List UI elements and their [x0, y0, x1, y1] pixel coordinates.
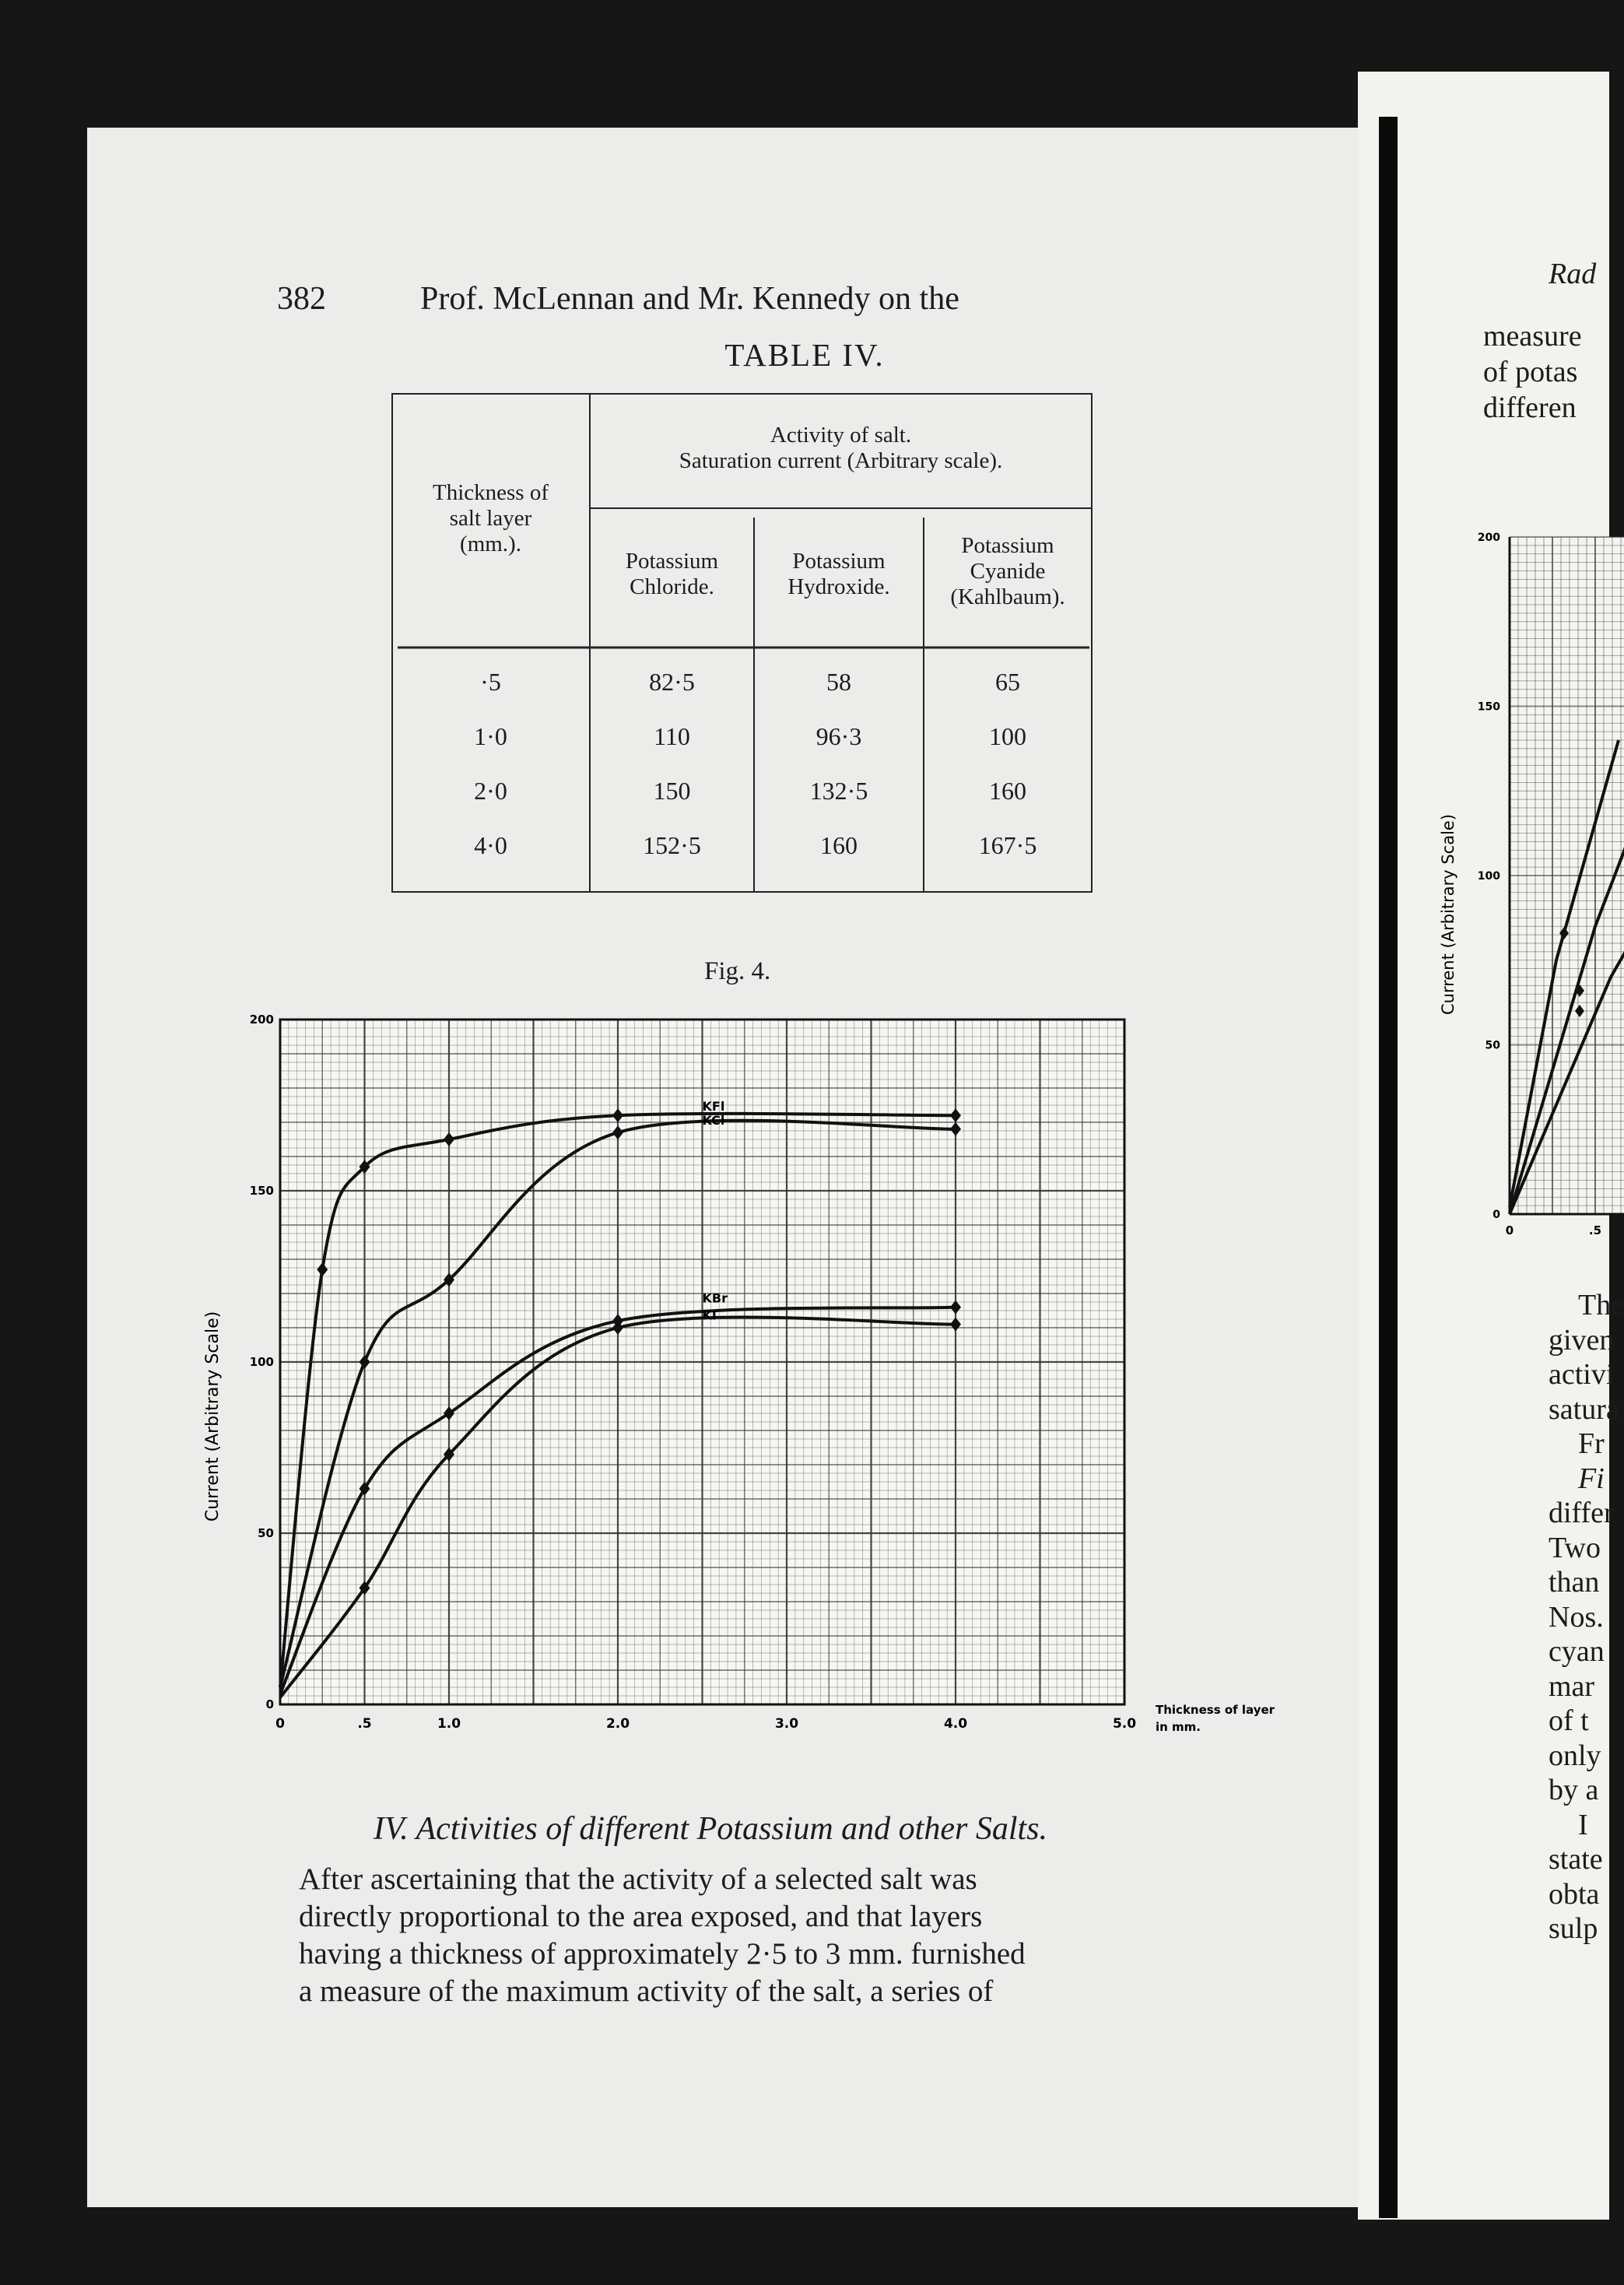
- table-cell: 82·5: [649, 668, 695, 696]
- table-cell: 96·3: [816, 722, 862, 750]
- right-line: measure: [1483, 320, 1582, 353]
- right-line: The: [1578, 1289, 1624, 1322]
- x-tick-label: 1.0: [437, 1716, 461, 1732]
- paragraph-line: After ascertaining that the activity of a selected salt was: [299, 1862, 977, 1896]
- x-tick-label: .5: [357, 1716, 372, 1732]
- table-cell: 160: [989, 777, 1026, 805]
- right-line: Fr: [1578, 1427, 1605, 1460]
- fig4-chart: [179, 1008, 1331, 1747]
- paragraph-line: directly proportional to the area exposed, and that layers: [299, 1900, 983, 1933]
- right-line: given: [1549, 1323, 1615, 1357]
- table-cell: 4·0: [474, 831, 507, 859]
- right-line: obta: [1549, 1877, 1600, 1911]
- table-cell: 58: [826, 668, 851, 696]
- running-title: Prof. McLennan and Mr. Kennedy on the: [420, 281, 959, 317]
- table-cell: ·5: [480, 668, 501, 696]
- right-line: of t: [1549, 1704, 1589, 1737]
- right-line: state: [1549, 1843, 1603, 1876]
- series-label: KBr: [702, 1290, 728, 1306]
- table-title: TABLE IV.: [724, 337, 885, 373]
- table-cell: 167·5: [978, 831, 1037, 859]
- header-thickness: Thickness of salt layer (mm.).: [433, 480, 549, 556]
- x-axis-label: Thickness of layer: [1156, 1703, 1275, 1717]
- paragraph-line: a measure of the maximum activity of the salt, a series of: [299, 1974, 994, 2008]
- table-cell: 100: [989, 722, 1026, 750]
- figure-caption: Fig. 4.: [704, 957, 771, 985]
- x-tick-label: .5: [1588, 1223, 1602, 1237]
- header-potassium-hydroxide: Potassium Hydroxide.: [787, 549, 890, 599]
- x-axis-label: in mm.: [1156, 1720, 1201, 1734]
- right-line: I: [1578, 1808, 1588, 1841]
- right-line: activi: [1549, 1358, 1615, 1391]
- right-line: sulp: [1549, 1912, 1598, 1945]
- x-tick-label: 4.0: [943, 1716, 968, 1732]
- right-line: of potas: [1483, 356, 1578, 388]
- series-label: KI: [702, 1307, 717, 1323]
- y-tick-label: 50: [1485, 1039, 1500, 1052]
- header-potassium-cyanide: Potassium Cyanide (Kahlbaum).: [950, 533, 1065, 609]
- y-axis-label: Current (Arbitrary Scale): [203, 1311, 223, 1522]
- series-label: KFl: [702, 1099, 725, 1114]
- y-tick-label: 200: [249, 1013, 274, 1027]
- series-label: KCl: [702, 1112, 725, 1128]
- right-line: Two: [1549, 1531, 1601, 1564]
- right-line: than: [1549, 1566, 1600, 1599]
- y-tick-label: 100: [249, 1355, 274, 1369]
- table-cell: 152·5: [643, 831, 701, 859]
- table-cell: 110: [654, 722, 690, 750]
- right-page-header: Rad: [1549, 258, 1597, 290]
- y-tick-label: 200: [1477, 532, 1500, 544]
- table-cell: 1·0: [474, 722, 507, 750]
- x-tick-label: 5.0: [1112, 1716, 1137, 1732]
- right-line: only: [1549, 1739, 1601, 1772]
- y-axis-label: Current (Arbitrary Scale): [1439, 813, 1457, 1016]
- table-cell: 65: [995, 668, 1020, 696]
- right-line: satura: [1549, 1392, 1619, 1426]
- paragraph-line: having a thickness of approximately 2·5 to 3 mm. furnished: [299, 1937, 1026, 1971]
- right-line: by a: [1549, 1774, 1599, 1806]
- table-cell: 150: [653, 777, 691, 805]
- y-tick-label: 150: [1477, 700, 1500, 714]
- right-line: Nos.: [1549, 1600, 1604, 1634]
- y-tick-label: 150: [249, 1184, 274, 1198]
- y-tick-label: 0: [1492, 1209, 1500, 1221]
- y-tick-label: 100: [1477, 870, 1500, 883]
- x-tick-label: 3.0: [774, 1716, 799, 1732]
- x-tick-label: 0: [275, 1716, 285, 1732]
- table-cell: 160: [820, 831, 858, 859]
- right-line: cyan: [1549, 1635, 1605, 1668]
- table-cell: 2·0: [474, 777, 507, 805]
- x-tick-label: 2.0: [605, 1716, 630, 1732]
- right-chart-fragment: [1416, 521, 1609, 1237]
- data-table: [391, 393, 1093, 893]
- table-cell: 132·5: [809, 777, 868, 805]
- right-line: Fi: [1578, 1462, 1605, 1495]
- y-tick-label: 50: [258, 1526, 274, 1540]
- right-line: differ: [1549, 1497, 1614, 1529]
- right-line: differen: [1483, 391, 1577, 424]
- page-number: 382: [277, 281, 326, 317]
- book-spine: [1379, 117, 1398, 2218]
- y-tick-label: 0: [265, 1697, 274, 1711]
- header-potassium-chloride: Potassium Chloride.: [625, 549, 719, 599]
- x-tick-label: 0: [1505, 1223, 1514, 1237]
- right-line: mar: [1549, 1669, 1595, 1703]
- section-title: IV. Activities of different Potassium and other Salts.: [374, 1811, 1048, 1847]
- header-activity-group: Activity of salt. Saturation current (Arbitrary scale).: [679, 423, 1003, 473]
